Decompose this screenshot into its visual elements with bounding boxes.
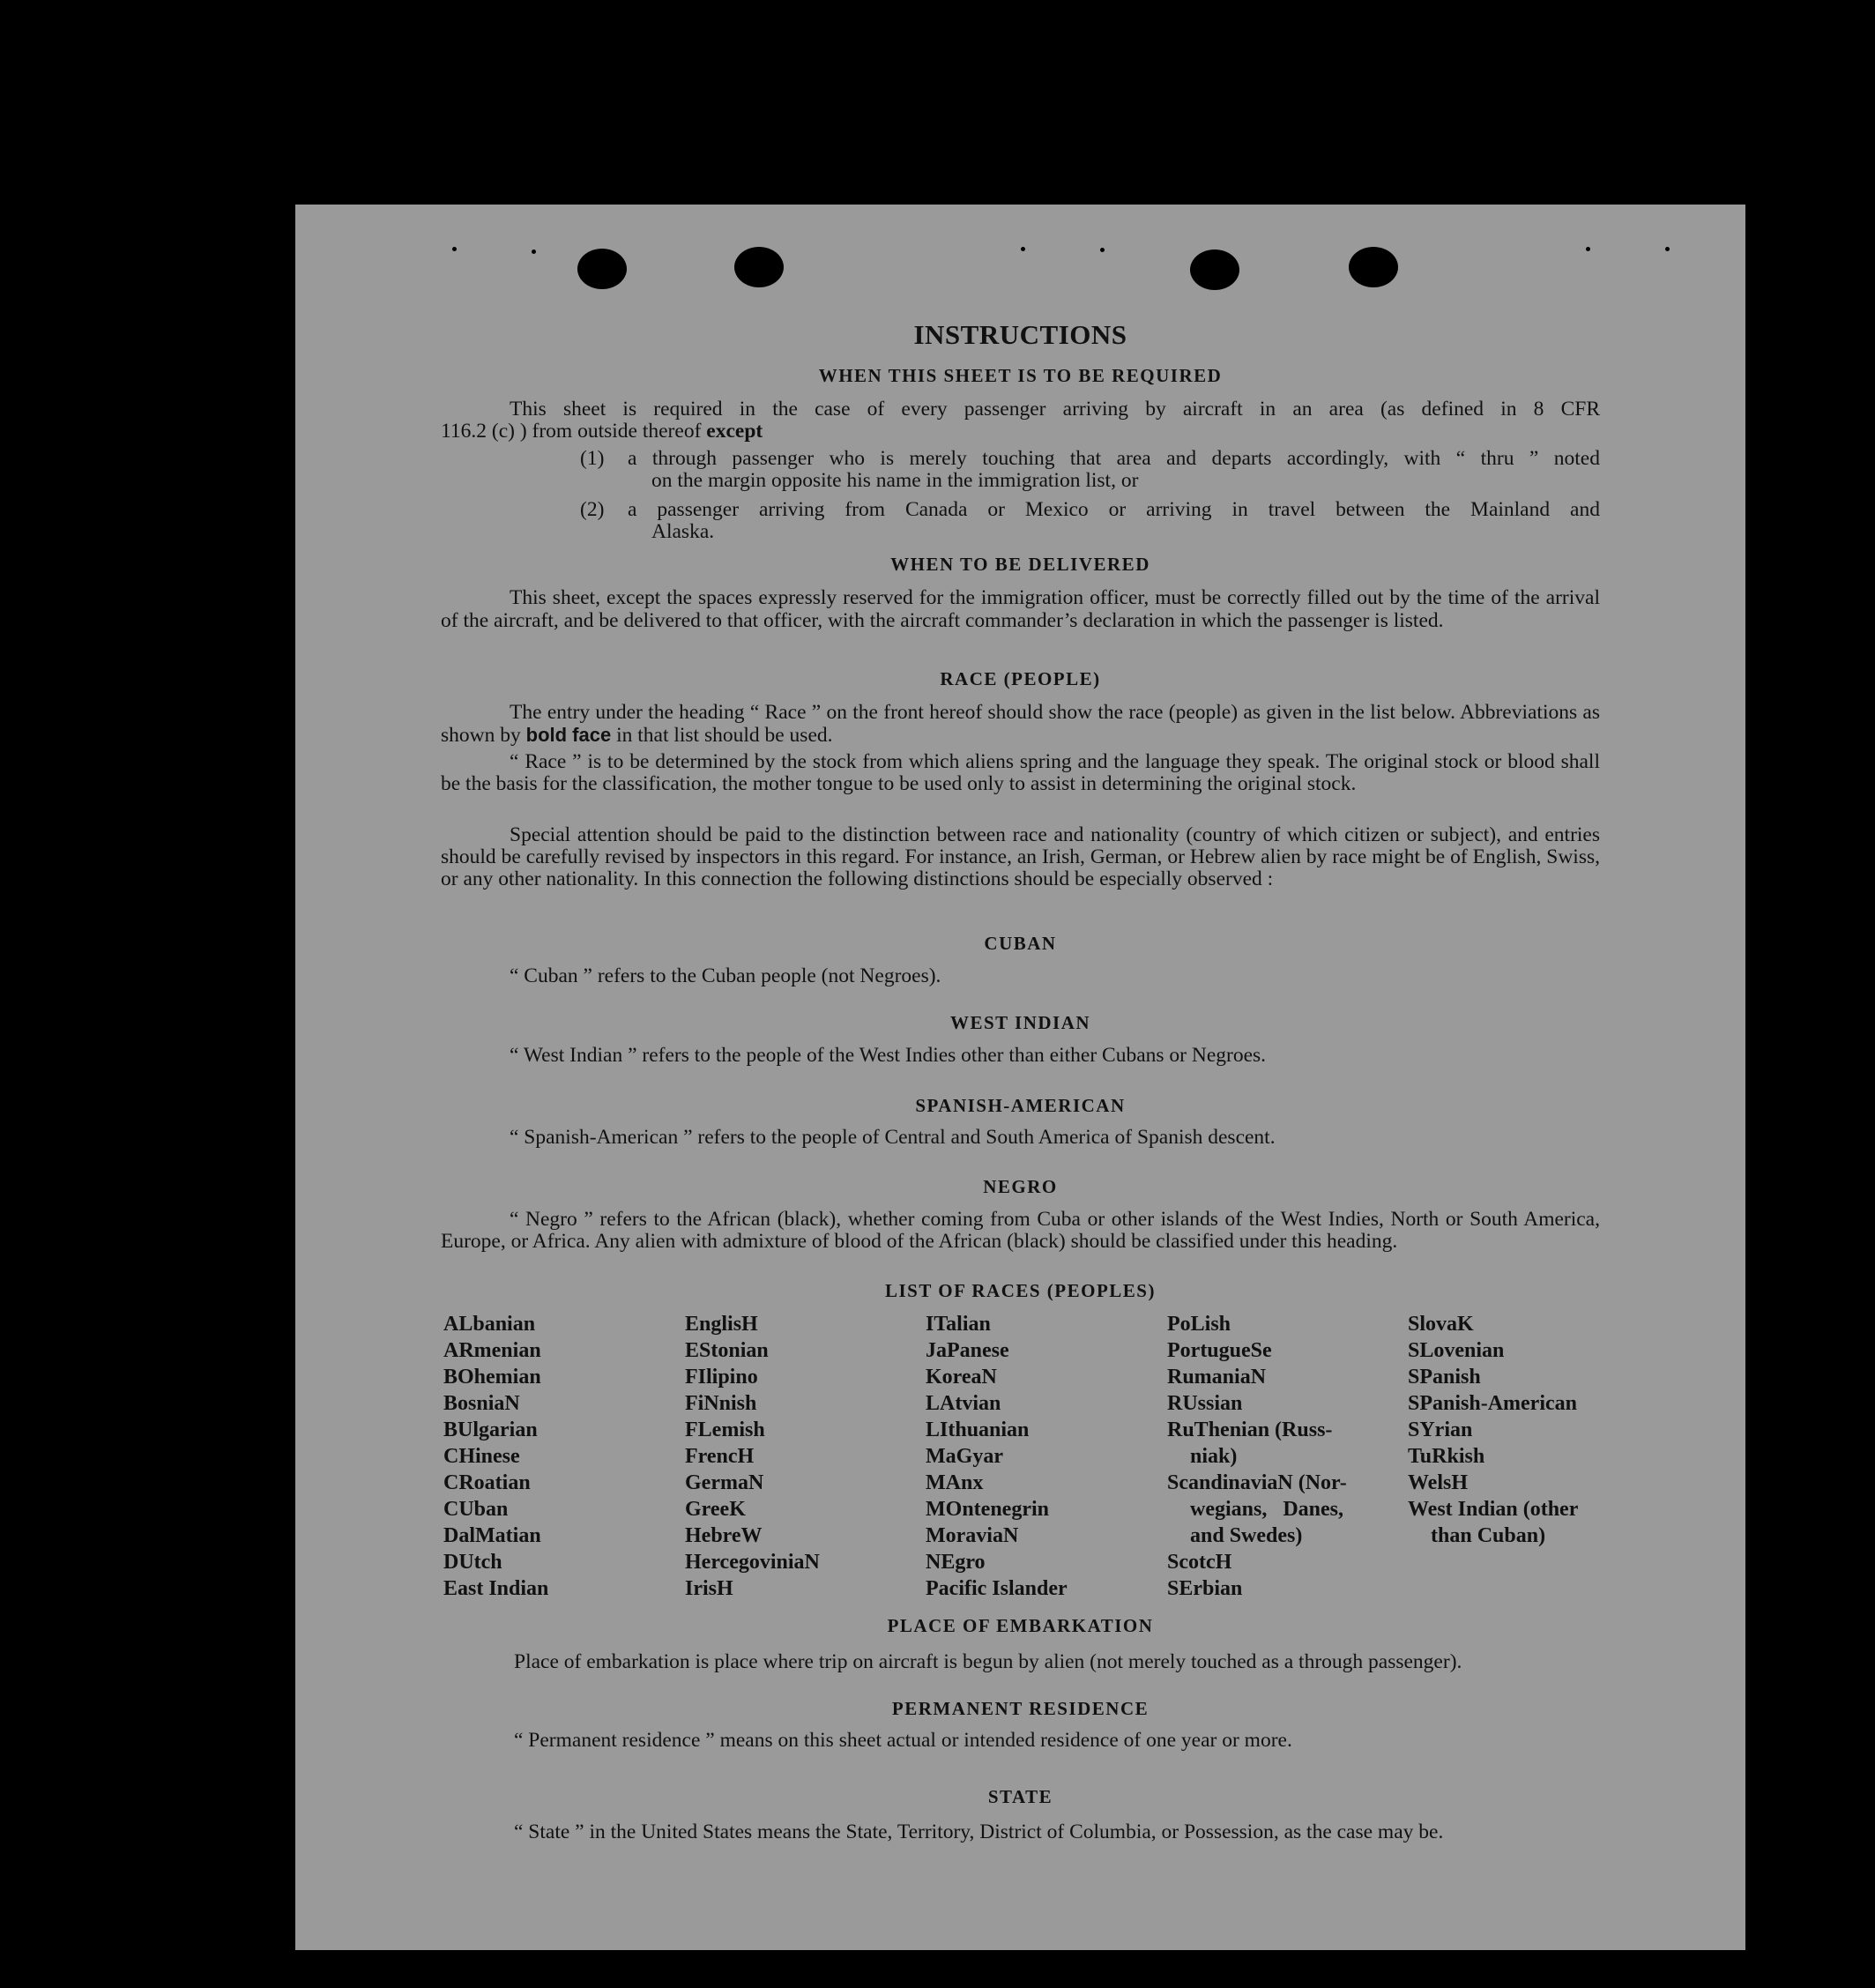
heading-permanent-residence: PERMANENT RESIDENCE xyxy=(891,1698,1150,1719)
item-number: (1) xyxy=(580,447,605,470)
race-entry: LAtvian xyxy=(926,1392,1001,1415)
item-line: a through passenger who is merely touching that area and departs accordingly, with “ thru ” noted xyxy=(628,447,1600,470)
race-entry: SPanish-American xyxy=(1408,1392,1577,1415)
speck xyxy=(1100,248,1105,252)
race-entry: EStonian xyxy=(685,1339,769,1362)
heading-west-indian: WEST INDIAN xyxy=(949,1012,1091,1033)
race-entry: ScandinaviaN (Nor- xyxy=(1167,1471,1347,1494)
race-paragraph-1 xyxy=(441,702,1600,747)
race-entry: RumaniaN xyxy=(1167,1366,1267,1389)
race-entry: ARmenian xyxy=(443,1339,541,1362)
embarkation-body: Place of embarkation is place where trip on aircraft is begun by alien (not merely touched as a through passenger). xyxy=(514,1650,1462,1673)
heading-when-delivered: WHEN TO BE DELIVERED xyxy=(890,554,1150,575)
race-entry: SYrian xyxy=(1408,1418,1473,1441)
race-entry: West Indian (other xyxy=(1408,1498,1579,1521)
race-entry: MAnx xyxy=(926,1471,984,1494)
page-title: INSTRUCTIONS xyxy=(913,319,1127,350)
punch-hole-4 xyxy=(1349,247,1398,287)
heading-embarkation: PLACE OF EMBARKATION xyxy=(887,1615,1154,1636)
race-column-1 xyxy=(443,1311,548,1602)
race-entry: EnglisH xyxy=(685,1313,758,1336)
race-column-2 xyxy=(685,1311,820,1602)
race-entry: GreeK xyxy=(685,1498,746,1521)
race-entry: GermaN xyxy=(685,1471,764,1494)
race-entry: FLemish xyxy=(685,1418,765,1441)
residence-text xyxy=(445,1730,1604,1752)
race-entry: East Indian xyxy=(443,1577,549,1600)
race-column-4 xyxy=(1167,1311,1347,1602)
race-p2-text: “ Race ” is to be determined by the stock from which aliens spring and the language they speak. The original stock or blood shall be the basis for the classification, the mother tongue to be used only to assist in determining the original stock. xyxy=(441,750,1600,795)
heading-list-of-races: LIST OF RACES (PEOPLES) xyxy=(885,1280,1156,1301)
heading-race: RACE (PEOPLE) xyxy=(940,668,1101,689)
race-entry: HebreW xyxy=(685,1524,763,1547)
race-entry: PoLish xyxy=(1167,1313,1231,1336)
race-entry-continuation: than Cuban) xyxy=(1431,1524,1546,1547)
race-entry: ITalian xyxy=(926,1313,991,1336)
negro-text xyxy=(441,1209,1600,1253)
heading-negro: NEGRO xyxy=(983,1176,1058,1197)
speck xyxy=(1021,247,1025,251)
race-entry: ALbanian xyxy=(443,1313,536,1336)
race-entry: NEgro xyxy=(926,1551,986,1574)
cuban-text xyxy=(441,965,1600,987)
race-entry: RuThenian (Russ- xyxy=(1167,1418,1333,1441)
spanish-american-body: “ Spanish-American ” refers to the people of Central and South America of Spanish descent. xyxy=(510,1126,1276,1149)
race-entry: CRoatian xyxy=(443,1471,531,1494)
intro-line-2: 116.2 (c) ) from outside thereof xyxy=(441,420,702,443)
race-entry-continuation: wegians, Danes, xyxy=(1190,1498,1344,1521)
item-line: Alaska. xyxy=(651,520,715,543)
punch-hole-3 xyxy=(1190,249,1239,290)
race-entry: DalMatian xyxy=(443,1524,541,1547)
speck xyxy=(1586,247,1590,251)
race-p3-text: Special attention should be paid to the distinction between race and nationality (country of which citizen or subject), and entries should be carefully revised by inspectors in this regard. For instance, an Irish, German, or Hebrew alien by race might be of English, Swiss, or any other nationality. In this connection the following distinctions should be especially observed : xyxy=(441,823,1600,890)
state-body: “ State ” in the United States means the State, Territory, District of Columbia, or Possession, as the case may be. xyxy=(514,1820,1444,1843)
race-entry: ScotcH xyxy=(1167,1551,1232,1574)
race-entry: LIthuanian xyxy=(926,1418,1030,1441)
race-p1-text: The entry under the heading “ Race ” on the front hereof should show the race (people) as given in the list below. Abbreviations as shown by xyxy=(441,701,1600,747)
heading-spanish-american: SPANISH-AMERICAN xyxy=(915,1095,1126,1116)
speck xyxy=(532,249,536,254)
heading-cuban: CUBAN xyxy=(984,933,1057,954)
race-entry: MaGyar xyxy=(926,1445,1003,1468)
embarkation-text xyxy=(445,1648,1604,1677)
race-entry: PortugueSe xyxy=(1167,1339,1272,1362)
west-indian-text xyxy=(441,1045,1600,1067)
speck xyxy=(452,247,457,251)
race-entry: Pacific Islander xyxy=(926,1577,1068,1600)
race-entry: BUlgarian xyxy=(443,1418,538,1441)
negro-body: “ Negro ” refers to the African (black), whether coming from Cuba or other islands of the West Indies, North or South America, Europe, or Africa. Any alien with admixture of blood of the African (black) should be classified under this heading. xyxy=(441,1208,1600,1253)
race-entry-continuation: niak) xyxy=(1190,1445,1238,1468)
race-p1-text-end: in that list should be used. xyxy=(616,724,833,747)
race-entry: HercegoviniaN xyxy=(685,1551,820,1574)
race-entry: SlovaK xyxy=(1408,1313,1474,1336)
race-entry: MOntenegrin xyxy=(926,1498,1049,1521)
when-required-intro xyxy=(441,398,1600,443)
race-list-table xyxy=(441,1311,1600,1611)
race-entry: BOhemian xyxy=(443,1366,541,1389)
speck xyxy=(1665,247,1670,251)
race-entry: FiNnish xyxy=(685,1392,757,1415)
when-delivered-text xyxy=(441,587,1600,632)
race-entry: DUtch xyxy=(443,1551,502,1574)
race-paragraph-2 xyxy=(441,751,1600,795)
race-entry: RUssian xyxy=(1167,1392,1243,1415)
race-entry: IrisH xyxy=(685,1577,733,1600)
race-entry: SPanish xyxy=(1408,1366,1481,1389)
race-entry: CHinese xyxy=(443,1445,520,1468)
race-entry: KoreaN xyxy=(926,1366,997,1389)
intro-line-1: This sheet is required in the case of every passenger arriving by aircraft in an area (as defined in 8 CFR xyxy=(510,398,1600,421)
punch-hole-2 xyxy=(734,247,784,287)
residence-body: “ Permanent residence ” means on this sheet actual or intended residence of one year or more. xyxy=(514,1729,1292,1752)
spanish-american-text xyxy=(441,1127,1600,1149)
race-entry: TuRkish xyxy=(1408,1445,1485,1468)
race-entry: JaPanese xyxy=(926,1339,1009,1362)
cuban-body: “ Cuban ” refers to the Cuban people (not Negroes). xyxy=(510,964,941,987)
item-line: a passenger arriving from Canada or Mexico or arriving in travel between the Mainland and xyxy=(628,498,1600,521)
race-entry: SErbian xyxy=(1167,1577,1243,1600)
item-number: (2) xyxy=(580,498,605,521)
item-line: on the margin opposite his name in the immigration list, or xyxy=(651,469,1139,492)
punch-hole-1 xyxy=(577,249,627,289)
race-p1-bold: bold face xyxy=(525,724,612,746)
race-entry: FrencH xyxy=(685,1445,755,1468)
intro-except: except xyxy=(706,420,763,443)
race-entry: WelsH xyxy=(1408,1471,1469,1494)
heading-state: STATE xyxy=(987,1786,1053,1807)
race-column-3 xyxy=(926,1311,1068,1602)
race-entry: BosniaN xyxy=(443,1392,520,1415)
race-entry-continuation: and Swedes) xyxy=(1190,1524,1303,1547)
race-column-5 xyxy=(1408,1311,1578,1549)
west-indian-body: “ West Indian ” refers to the people of the West Indies other than either Cubans or Negroes. xyxy=(510,1044,1267,1067)
heading-when-required: WHEN THIS SHEET IS TO BE REQUIRED xyxy=(818,365,1223,386)
race-entry: CUban xyxy=(443,1498,509,1521)
race-paragraph-3 xyxy=(441,824,1600,890)
when-delivered-body: This sheet, except the spaces expressly reserved for the immigration officer, must be correctly filled out by the time of the arrival of the aircraft, and be delivered to that officer, with the aircraft commander’s declaration in which the passenger is listed. xyxy=(441,586,1600,632)
race-entry: SLovenian xyxy=(1408,1339,1505,1362)
state-text xyxy=(445,1818,1604,1847)
race-entry: MoraviaN xyxy=(926,1524,1019,1547)
race-entry: FIlipino xyxy=(685,1366,758,1389)
